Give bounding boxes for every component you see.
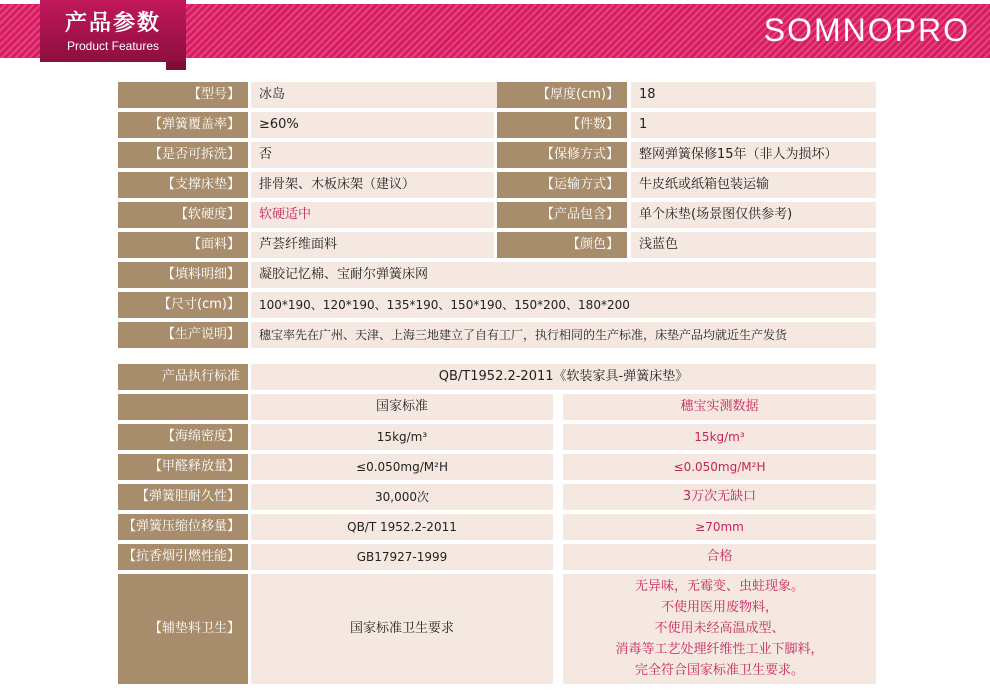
compare-label: 【弹簧胆耐久性】 [118,484,248,510]
compare-measured: 3万次无缺口 [563,484,876,510]
col-national-header: 国家标准 [251,394,553,420]
col-measured-header: 穗宝实测数据 [563,394,876,420]
compare-row [118,454,876,480]
spec-label: 【件数】 [497,112,627,138]
spec-label: 【尺寸(cm)】 [118,292,248,318]
compare-national: QB/T 1952.2-2011 [251,514,553,540]
compare-measured: ≤0.050mg/M²H [563,454,876,480]
spec-label: 【运输方式】 [497,172,627,198]
compare-row [118,424,876,450]
spec-label: 【填料明细】 [118,262,248,288]
compare-measured: ≥70mm [563,514,876,540]
compare-national: ≤0.050mg/M²H [251,454,553,480]
compare-header-row [118,394,876,420]
spec-row [118,142,876,168]
spec-value: 18 [631,82,876,108]
compare-measured: 15kg/m³ [563,424,876,450]
section-title-en: Product Features [66,39,160,53]
spec-row [118,172,876,198]
hygiene-measured [563,574,876,684]
standard-value: QB/T1952.2-2011《软装家具-弹簧床垫》 [251,364,876,390]
spec-label: 【支撑床垫】 [118,172,248,198]
brand-logo: SOMNOPRO [763,12,970,48]
compare-label: 【抗香烟引燃性能】 [118,544,248,570]
spec-row-wide [118,292,876,318]
spec-value: 软硬适中 [251,202,494,228]
hygiene-measured-line: 不使用未经高温成型、 [654,621,785,636]
spec-row [118,232,876,258]
spec-row [118,112,876,138]
spec-label: 【软硬度】 [118,202,248,228]
spec-row-wide [118,262,876,288]
spec-label: 【是否可拆洗】 [118,142,248,168]
standard-row [118,364,876,390]
section-title-cn: 产品参数 [64,11,161,36]
hygiene-label: 【辅垫料卫生】 [118,574,248,684]
hygiene-measured-line: 消毒等工艺处理纤维性工业下脚料， [615,642,824,657]
spec-value: 排骨架、木板床架（建议） [251,172,494,198]
compare-national: 30,000次 [251,484,553,510]
spec-row-wide [118,322,876,348]
section-title [40,0,186,62]
compare-label: 【弹簧压缩位移量】 [118,514,248,540]
compare-header-spacer [118,394,248,420]
spec-label: 【产品包含】 [497,202,627,228]
compare-national: GB17927-1999 [251,544,553,570]
spec-value: 牛皮纸或纸箱包装运输 [631,172,876,198]
spec-value: 整网弹簧保修15年（非人为损坏） [631,142,876,168]
compare-row [118,484,876,510]
spec-value: 冰岛 [251,82,612,108]
spec-value: ≥60% [251,112,494,138]
spec-row [118,202,876,228]
compare-row [118,514,876,540]
spec-label: 【保修方式】 [497,142,627,168]
spec-value: 100*190、120*190、135*190、150*190、150*200、180*200 [251,292,876,318]
spec-label: 【面料】 [118,232,248,258]
compare-national: 15kg/m³ [251,424,553,450]
spec-label: 【生产说明】 [118,322,248,348]
compare-label: 【海绵密度】 [118,424,248,450]
spec-row [118,82,876,108]
hygiene-measured-line: 完全符合国家标准卫生要求。 [634,663,804,678]
hygiene-national: 国家标准卫生要求 [251,574,553,684]
spec-value: 穗宝率先在广州、天津、上海三地建立了自有工厂，执行相同的生产标准，床垫产品均就近生产发货 [251,322,876,348]
spec-value: 芦荟纤维面料 [251,232,494,258]
compare-measured: 合格 [563,544,876,570]
compare-row [118,544,876,570]
hygiene-measured-line: 无异味，无霉变、虫蛀现象。 [634,579,804,594]
spec-value: 单个床垫(场景图仅供参考) [631,202,876,228]
spec-label: 【弹簧覆盖率】 [118,112,248,138]
spec-value: 1 [631,112,876,138]
spec-value: 浅蓝色 [631,232,876,258]
spec-label: 【型号】 [118,82,248,108]
compare-label: 【甲醛释放量】 [118,454,248,480]
spec-label: 【厚度(cm)】 [497,82,627,108]
spec-value: 凝胶记忆棉、宝耐尔弹簧床网 [251,262,876,288]
hygiene-measured-line: 不使用医用废物料， [660,600,778,615]
spec-value: 否 [251,142,494,168]
standard-label: 产品执行标准 [118,364,248,390]
spec-label: 【颜色】 [497,232,627,258]
